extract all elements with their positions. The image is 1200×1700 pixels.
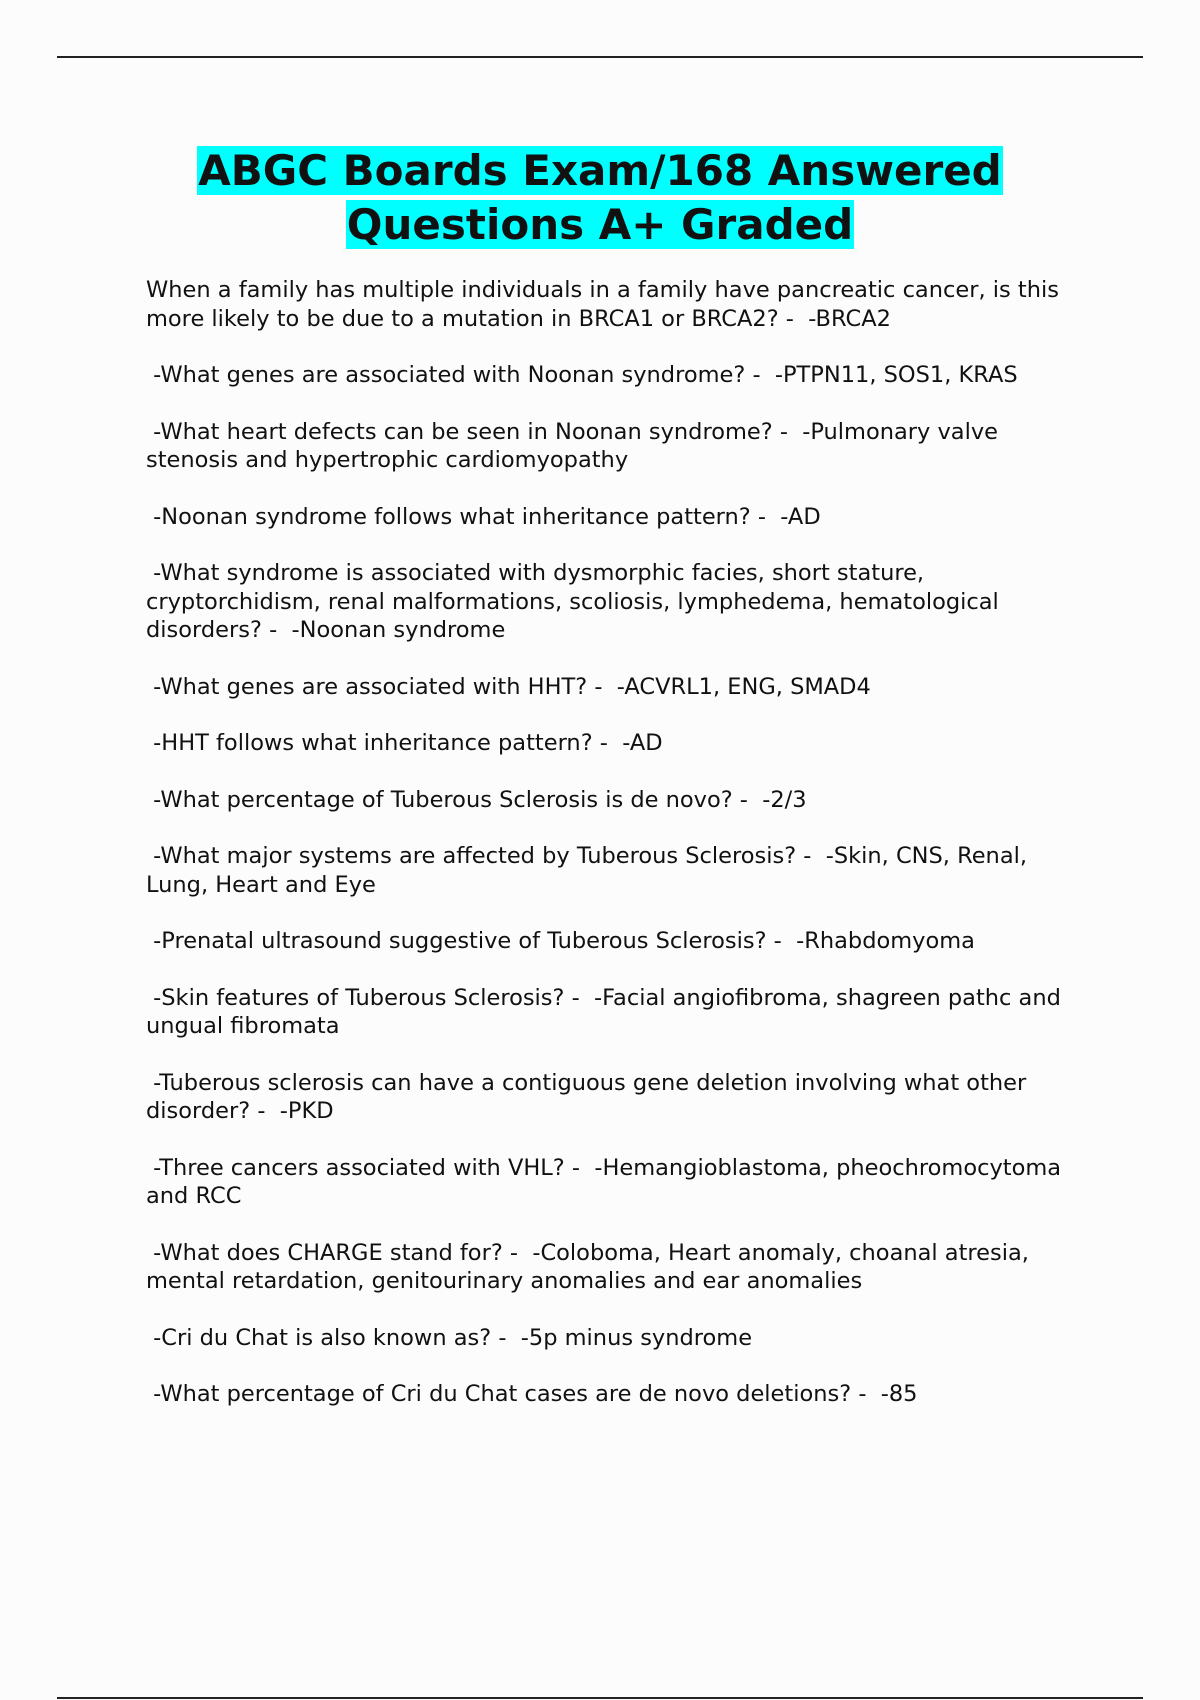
qa-item: -What major systems are affected by Tuberous Sclerosis? - -Skin, CNS, Renal, Lung, Heart and Eye	[146, 843, 1035, 898]
qa-item: -Tuberous sclerosis can have a contiguous gene deletion involving what other disorder? - -PKD	[146, 1069, 1034, 1124]
document-title	[100, 144, 1100, 252]
footer-rule	[57, 1697, 1143, 1699]
title-line-1: ABGC Boards Exam/168 Answered	[198, 146, 1002, 195]
qa-item: When a family has multiple individuals in a family have pancreatic cancer, is this more likely to be due to a mutation in BRCA1 or BRCA2? - -BRCA2	[146, 277, 1067, 332]
qa-item: -What percentage of Cri du Chat cases are de novo deletions? - -85	[146, 1381, 918, 1407]
qa-item: -What syndrome is associated with dysmorphic facies, short stature, cryptorchidism, renal malformations, scoliosis, lymphedema, hematological disorders? - -Noonan syndrome	[146, 560, 1006, 643]
qa-item: -What heart defects can be seen in Noonan syndrome? - -Pulmonary valve stenosis and hypertrophic cardiomyopathy	[146, 418, 1006, 473]
question-list	[146, 276, 1091, 1437]
qa-item: -What percentage of Tuberous Sclerosis is de novo? - -2/3	[146, 786, 807, 813]
qa-item: -Cri du Chat is also known as? - -5p minus syndrome	[146, 1324, 753, 1351]
qa-item: -Noonan syndrome follows what inheritance pattern? - -AD	[146, 503, 821, 530]
qa-item: -Skin features of Tuberous Sclerosis? - -Facial angiofibroma, shagreen pathc and ungual fibromata	[146, 984, 1069, 1039]
header-rule	[57, 56, 1143, 58]
qa-item: -What does CHARGE stand for? - -Coloboma, Heart anomaly, choanal atresia, mental retardation, genitourinary anomalies and ear anomalies	[146, 1239, 1037, 1294]
title-heading	[100, 144, 1100, 252]
qa-item: -What genes are associated with HHT? - -ACVRL1, ENG, SMAD4	[146, 673, 871, 700]
title-line-2: Questions A+ Graded	[346, 200, 854, 249]
qa-item: -Three cancers associated with VHL? - -Hemangioblastoma, pheochromocytoma and RCC	[146, 1154, 1069, 1209]
qa-item: -HHT follows what inheritance pattern? - -AD	[146, 730, 663, 756]
qa-item: -What genes are associated with Noonan syndrome? - -PTPN11, SOS1, KRAS	[146, 362, 1018, 388]
qa-item: -Prenatal ultrasound suggestive of Tuberous Sclerosis? - -Rhabdomyoma	[146, 928, 975, 954]
